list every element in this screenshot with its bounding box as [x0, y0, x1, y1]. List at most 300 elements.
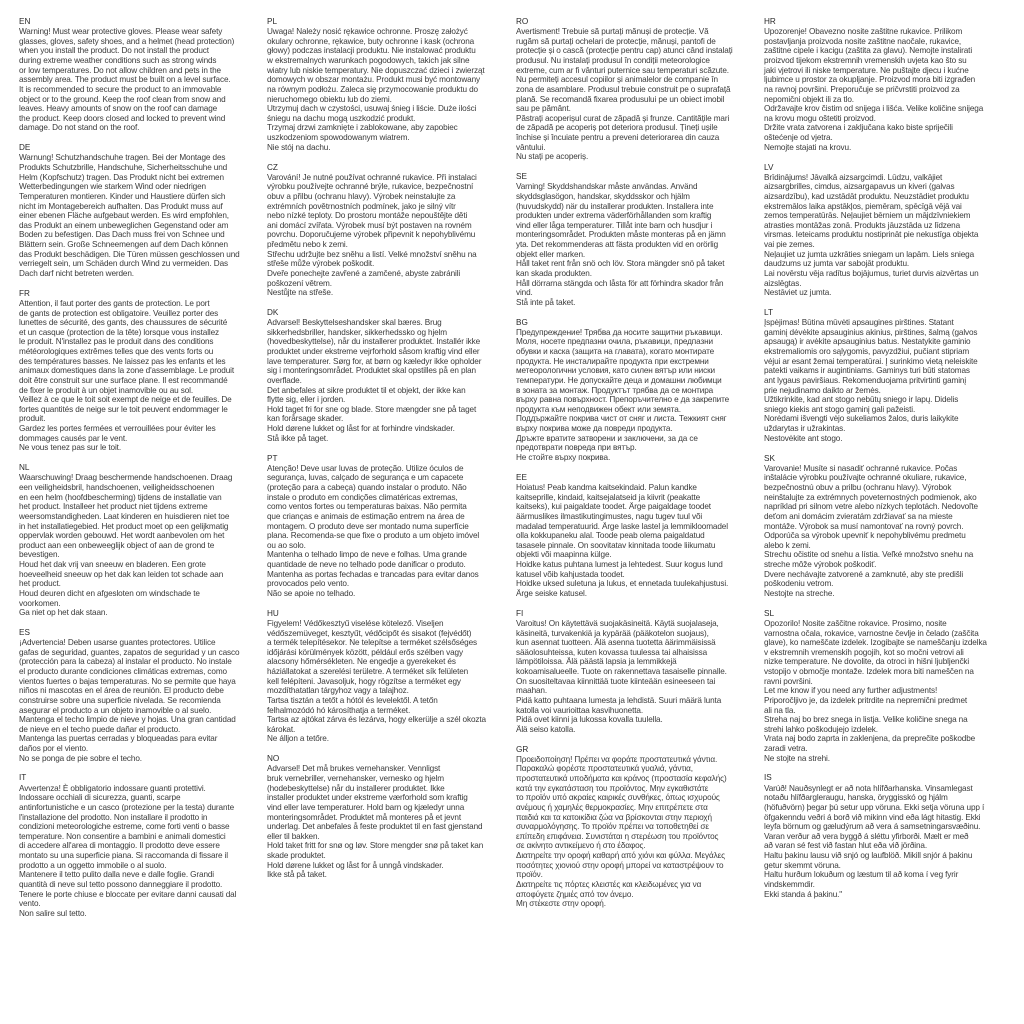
text-line: poškození větrem. — [267, 278, 332, 288]
text-line: eller til bakken. — [267, 831, 320, 841]
text-line: Warning! Must wear protective gloves. Please wear safety — [19, 27, 223, 37]
language-section-en — [19, 17, 265, 133]
text-line: Stå inte på taket. — [516, 297, 576, 307]
text-line: Mantenha o telhado limpo de neve e folhas. Uma grande — [267, 550, 467, 560]
text-line: Houd het dak vrij van sneeuw en bladeren. Een grote — [19, 560, 206, 569]
text-line: installer produktet under ekstreme værforhold som kraftig — [267, 793, 468, 803]
text-line: vântului. — [516, 142, 546, 152]
text-line: Vrata naj bodo zaprta in zaklenjena, da preprečite poškodbe — [764, 734, 976, 744]
text-line: monteringsområdet. Produkten måste monteras på en jämn — [516, 230, 726, 240]
text-line: segurança, luvas, calçado de segurança e um capacete — [267, 473, 464, 483]
text-line: verriegelt sein, um Schäden durch Wind zu vermeiden. Das — [19, 259, 228, 269]
text-line: Nestůjte na střeše. — [267, 288, 333, 298]
text-line: Varování! Je nutné používat ochranné rukavice. Při instalaci — [267, 172, 477, 182]
language-section-lt — [764, 308, 1010, 443]
text-line: Gardez les portes fermées et verrouillées pour éviter les — [19, 424, 216, 434]
text-line: температури. Не допускайте деца и домашни любимци — [516, 375, 722, 385]
text-line: Advarsel! Det må brukes vernehansker. Vennligst — [267, 764, 441, 774]
text-line: (hodebeskyttelse) når du installerer produktet. Ikke — [267, 783, 445, 793]
text-line: Norėdami išvengti vėjo sukeliamos žalos, duris laikykite — [764, 414, 959, 424]
text-line: Tenere le porte chiuse e bloccate per evitare danni causati dal — [19, 889, 237, 899]
text-line: quantità di neve sul tetto possono danneggiare il prodotto. — [19, 879, 223, 889]
text-line: zaradi vetra. — [764, 744, 808, 754]
text-line: Μη στέκεστε στην οροφή. — [516, 899, 606, 909]
text-line: plană. Se recomandă fixarea produsului pe un obiect imobil — [516, 94, 725, 104]
text-line: Priporočljivo je, da izdelek pritrdite na nepremični predmet — [764, 695, 968, 705]
text-line: plana. Recomenda-se que fixe o produto a um objeto imóvel — [267, 531, 480, 541]
text-line: sikkerhedsbriller, handsker, sikkerhedssko og hjelm — [267, 327, 448, 337]
text-line: olla kokkupaneku alal. Toode peab olema paigaldatud — [516, 531, 705, 541]
text-line: protecție și o cască (protecție pentru cap) atunci când instalați — [516, 46, 733, 56]
text-line: Veillez à ce que le toit soit exempt de neige et de feuilles. De — [19, 395, 232, 405]
text-line: Avvertenza! È obbligatorio indossare guanti protettivi. — [19, 783, 206, 793]
text-line: Tartsa az ajtókat zárva és lezárva, hogy elkerülje a szél okozta — [267, 715, 486, 725]
language-code: IS — [764, 773, 772, 783]
text-line: object or to the ground. Keep the roof clean from snow and — [19, 94, 226, 104]
text-line: käsineitä, turvakenkiä ja kypärää (pääkotelon suojaus), — [516, 628, 709, 638]
text-line: Не стойте върху покрива. — [516, 452, 611, 462]
text-line: como ventos fortes ou temperaturas baixas. Não permita — [267, 502, 467, 512]
text-line: zona de asamblare. Produsul trebuie construit pe o suprafață — [516, 84, 731, 94]
text-line: Διατηρείτε την οροφή καθαρή από χιόνι και φύλλα. Μεγάλες — [516, 851, 725, 861]
text-line: Uwaga! Należy nosić rękawice ochronne. Proszę założyć — [267, 27, 468, 37]
text-line: voorkomen. — [19, 598, 61, 608]
language-section-se — [516, 172, 762, 307]
text-line: Houd deuren dicht en afgesloten om windschade te — [19, 588, 200, 598]
text-line: Haltu hurðum lokuðum og læstum til að koma í veg fyrir — [764, 870, 959, 880]
text-line: продукта към неподвижен обект или земята. — [516, 404, 681, 414]
text-line: que crianças e animais de estimação entrem na área de — [267, 511, 465, 521]
text-line: Ga niet op het dak staan. — [19, 608, 108, 618]
text-line: provocados pelo vento. — [267, 579, 350, 589]
text-line: Helm (Kopfschutz) tragen. Das Produkt nicht bei extremen — [19, 172, 224, 182]
text-line: Utrzymuj dach w czystości, usuwaj śnieg i liście. Duże ilości — [267, 104, 477, 114]
text-line: Hoiatus! Peab kandma kaitsekindaid. Palun kandke — [516, 483, 697, 492]
text-line: overflade. — [267, 375, 302, 385]
text-line: Mantenga las puertas cerradas y bloqueadas para evitar — [19, 734, 218, 744]
text-line: rugăm să purtați ochelari de protecție, mănuși, pantofi de — [516, 36, 716, 46]
language-code: IT — [19, 773, 27, 783]
text-line: Strechu očistite od snehu a lístia. Veľké množstvo snehu na — [764, 550, 974, 560]
text-line: alacsony hőmérsékleten. Ne engedje a gyerekeket és — [267, 657, 456, 667]
text-line: na krovu mogu oštetiti proizvod. — [764, 113, 876, 123]
language-section-sl — [764, 609, 1010, 764]
text-line: върху равна повърхност. Препоръчително е да закрепите — [516, 395, 730, 405]
text-line: el producto durante condiciones climáticas extremas, como — [19, 667, 227, 677]
text-line: Hold taget fri for sne og blade. Store mængder sne på taget — [267, 404, 477, 414]
language-section-hu — [267, 609, 513, 744]
language-section-nl — [19, 463, 265, 618]
text-line: kell felépíteni. Javasoljuk, hogy rögzítse a terméket egy — [267, 676, 461, 686]
text-line: quantidade de neve no telhado pode danificar o produto. — [267, 560, 466, 569]
text-line: Ne stojte na strehi. — [764, 753, 830, 763]
text-line: αποφύγετε ζημιές από τον άνεμο. — [516, 889, 634, 899]
language-code: CZ — [267, 162, 278, 172]
text-line: nebo nízké teploty. Do prostoru montáže nepouštějte děti — [267, 211, 468, 221]
text-line: sig i monteringsområdet. Produktet skal opstilles på en plan — [267, 366, 476, 376]
text-line: Održavajte krov čistim od snijega i lišća. Velike količine snijega — [764, 104, 984, 114]
text-line: Blättern sein. Große Schneemengen auf dem Dach können — [19, 240, 228, 250]
text-line: að varan sé fest við fastan hlut eða við jörðina. — [764, 841, 927, 851]
text-line: időjárási körülmények között, például erős szélben vagy — [267, 647, 463, 657]
text-line: Håll taket rent från snö och löv. Stora mängder snö på taket — [516, 259, 725, 269]
text-line: Nestojte na streche. — [764, 588, 835, 598]
text-line: (protección para la cabeza) al instalar el producto. No instale — [19, 657, 232, 667]
text-line: предотврати повреда при вятър. — [516, 443, 637, 453]
text-line: ani domácí zvířata. Výrobek musí být postaven na rovném — [267, 220, 472, 230]
text-line: Mantenga el techo limpio de nieve y hojas. Una gran cantidad — [19, 715, 236, 725]
text-line: předmětu nebo k zemi. — [267, 240, 348, 250]
text-line: katusel võib kahjustada toodet. — [516, 569, 625, 579]
text-line: Hoidke uksed suletuna ja lukus, et ennetada tuulekahjustusi. — [516, 579, 729, 589]
text-line: в зоната за монтаж. Продуктът трябва да се монтира — [516, 385, 714, 395]
text-line: ali na tla. — [764, 705, 796, 715]
text-line: di accedere all'area di montaggio. Il prodotto deve essere — [19, 841, 220, 851]
language-code: BG — [516, 317, 528, 327]
text-line: ανέμους ή χαμηλές θερμοκρασίες. Μην επιτρέπετε στα — [516, 802, 708, 812]
text-line: when you install the product. Do not install the product — [19, 46, 209, 56]
text-line: kokoamisalueelle. Tuote on rakennettava tasaiselle pinnalle. — [516, 667, 727, 677]
text-line: (höfuðvörn) þegar þú setur upp vöruna. Ekki setja vöruna upp í — [764, 802, 985, 812]
text-line: proizvod tijekom ekstremnih vremenskih uvjeta kao što su — [764, 56, 967, 66]
language-code: FI — [516, 608, 524, 618]
text-line: product aan een onbeweeglijk object of aan de grond te — [19, 540, 215, 550]
text-line: (huvudskydd) när du installerar produkten. Installera inte — [516, 201, 714, 211]
language-code: HR — [764, 17, 776, 26]
text-line: το προϊόν υπό ακραίες καιρικές συνθήκες, όπως ισχυρούς — [516, 793, 720, 803]
text-line: oppervlak worden gebouwd. Het wordt aanbevolen om het — [19, 531, 225, 541]
text-line: Neļaujiet uz jumta uzkrāties sniegam un lapām. Liels sniega — [764, 249, 975, 259]
text-line: animaux domestiques dans la zone d'assemblage. Le produit — [19, 366, 235, 376]
text-line: kaitseprille, kindaid, kaitsejalatseid ja kiivrit (peakatte — [516, 492, 701, 502]
text-line: leaves. Heavy amounts of snow on the roof can damage — [19, 104, 218, 114]
text-line: ant lygaus paviršiaus. Rekomenduojama pritvirtinti gaminį — [764, 375, 967, 385]
text-line: domowych w obszar montażu. Produkt musi być montowany — [267, 75, 480, 85]
language-code: LV — [764, 162, 774, 172]
text-line: oštećenje od vjetra. — [764, 133, 833, 143]
text-line: patekti vaikams ir augintiniams. Gaminys turi būti statomas — [764, 366, 970, 376]
text-line: hoeveelheid sneeuw op het dak kan leiden tot schade aan — [19, 569, 224, 579]
text-line: montato su una superficie piana. Si raccomanda di fissare il — [19, 851, 228, 861]
text-line: poškodeniu vetrom. — [764, 579, 834, 589]
language-code: NL — [19, 463, 30, 473]
text-line: öfgakenndu veðri á borð við mikinn vind eða lágt hitastig. Ekki — [764, 812, 981, 822]
text-line: nicht im Montagebereich aufhalten. Das Produkt muss auf — [19, 201, 223, 211]
text-line: обувки и каска (защита на главата), когато монтирате — [516, 347, 715, 357]
text-line: bevestigen. — [19, 550, 60, 560]
text-line: háziállatokat a szerelési területre. A terméket sík felületen — [267, 667, 469, 677]
text-line: Produkts Schutzbrille, Handschuhe, Sicherheitsschuhe und — [19, 163, 228, 173]
text-line: vind. — [516, 288, 533, 298]
text-line: Nestovėkite ant stogo. — [764, 433, 843, 443]
language-section-ro — [516, 17, 762, 162]
text-line: Ikke stå på taket. — [267, 870, 327, 880]
text-line: objekt eller marken. — [516, 249, 586, 259]
text-line: (hovedbeskyttelse), når du installerer produktet. Installér ikke — [267, 337, 481, 347]
text-line: ravni površini. — [764, 676, 813, 686]
text-line: Mantenere il tetto pulito dalla neve e dalle foglie. Grandi — [19, 870, 215, 880]
text-line: nepomični objekt ili za tlo. — [764, 94, 854, 104]
text-line: bruk vernebriller, vernehansker, vernesko og hjelm — [267, 774, 444, 784]
language-code: LT — [764, 308, 773, 318]
text-line: Užtikrinkite, kad ant stogo nebūtų sniego ir lapų. Didelis — [764, 395, 959, 405]
text-line: vstopijo v območje montaže. Izdelek mora biti nameščen na — [764, 667, 974, 677]
text-line: construirse sobre una superficie nivelada. Se recomienda — [19, 695, 221, 705]
text-line: atrasties montāžas zonā. Produkts jāuzstāda uz līdzena — [764, 220, 961, 230]
text-line: sääolosuhteissa, kuten kovassa tuulessa tai alhaisissa — [516, 647, 708, 657]
language-section-gr — [516, 745, 762, 909]
text-line: kaitseks), kui paigaldate toodet. Ärge paigaldage toodet — [516, 502, 711, 512]
text-line: Brīdinājums! Jāvalkā aizsargcimdi. Lūdzu, valkājiet — [764, 172, 943, 182]
text-line: okulary ochronne, rękawice, buty ochronne i kask (ochrona — [267, 36, 475, 46]
text-line: wiatry lub niskie temperatury. Nie dopuszczać dzieci i zwierząt — [267, 65, 485, 75]
language-code: PL — [267, 17, 278, 26]
text-line: antinfortunistiche e un casco (protezione per la testa) durante — [19, 802, 234, 812]
text-line: niños ni mascotas en el área de reunión. El producto debe — [19, 686, 224, 696]
text-line: Hoidke katus puhtana lumest ja lehtedest. Suur kogus lund — [516, 560, 723, 569]
language-code: PT — [267, 453, 278, 463]
text-line: Nie stój na dachu. — [267, 142, 331, 152]
text-line: daudzums uz jumta var sabojāt produktu. — [764, 259, 910, 269]
text-line: gafas de seguridad, guantes, zapatos de seguridad y un casco — [19, 647, 240, 657]
language-section-pt — [267, 454, 513, 599]
language-section-is — [764, 773, 1010, 899]
text-line: montáže. Výrobok sa musí namontovať na rovný povrch. — [764, 521, 964, 531]
text-line: weersomstandigheden. Laat kinderen en huisdieren niet toe — [19, 511, 230, 521]
language-code: GR — [516, 744, 529, 754]
text-line: Pidä katto puhtaana lumesta ja lehdistä. Suuri määrä lunta — [516, 695, 722, 705]
text-line: aizsargbrilles, cimdus, aizsargapavus un kiveri (galvas — [764, 182, 955, 192]
text-line: Varúð! Nauðsynlegt er að nota hlífðarhanska. Vinsamlegast — [764, 783, 973, 793]
text-line: glave), ko nameščate izdelek. Izogibajte se nameščanju izdelka — [764, 638, 987, 648]
text-line: Avertisment! Trebuie să purtați mănuși de protecție. Vă — [516, 27, 709, 37]
text-line: neinštalujte za extrémnych poveternostných podmienok, ako — [764, 492, 977, 502]
text-line: Dach darf nicht betreten werden. — [19, 268, 134, 278]
text-line: produsul. Nu instalați produsul în condiții meteorologice — [516, 56, 710, 66]
text-line: Älä seiso katolla. — [516, 724, 576, 734]
text-line: maahan. — [516, 686, 548, 696]
text-line: flytte sig, eller i jorden. — [267, 395, 346, 405]
language-code: DK — [267, 308, 279, 318]
text-line: in het installatiegebied. Het product moet op een gelijkmatig — [19, 521, 229, 531]
text-line: een veiligheidsbril, handschoenen, veiligheidsschoenen — [19, 483, 215, 492]
text-line: károkat. — [267, 724, 296, 734]
language-code: SE — [516, 172, 527, 182]
text-line: Waarschuwing! Draag beschermende handschoenen. Draag — [19, 473, 233, 483]
text-line: de zăpadă pe acoperiș pot deteriora produsul. Țineți ușile — [516, 123, 718, 133]
text-line: Figyelem! Védőkesztyű viselése kötelező. Viseljen — [267, 618, 444, 628]
text-line: výrobku používejte ochranné brýle, rukavice, bezpečnostní — [267, 182, 474, 192]
text-line: Pidä ovet kiinni ja lukossa kovalla tuulella. — [516, 715, 663, 725]
text-line: Hold dørene lukket og låst for at forhindre vindskader. — [267, 424, 455, 434]
text-line: katolla voi vaurioittaa kasvihuonetta. — [516, 705, 643, 715]
text-line: streche môže výrobok poškodiť. — [764, 560, 877, 569]
text-column — [19, 17, 265, 929]
text-line: na ravnoj površini. Preporučuje se pričvrstiti proizvod za — [764, 84, 960, 94]
language-section-hr — [764, 17, 1010, 152]
text-line: Nestāviet uz jumta. — [764, 288, 832, 298]
text-line: montagem. O produto deve ser montado numa superfície — [267, 521, 469, 531]
text-line: vai pie zemes. — [764, 240, 815, 250]
text-line: skyddsglasögon, handskar, skyddsskor och hjälm — [516, 191, 690, 201]
text-line: Моля, носете предпазни очила, ръкавици, предпазни — [516, 337, 713, 347]
text-line: Dvere nechávajte zatvorené a zamknuté, aby ste predišli — [764, 569, 964, 579]
text-line: during extreme weather conditions such as strong winds — [19, 56, 217, 66]
text-line: Ärge seiske katusel. — [516, 588, 587, 598]
text-line: skade produktet. — [267, 851, 326, 861]
text-line: assembly area. The product must be built on a level surface. — [19, 75, 231, 85]
text-line: strehi lahko poškodujejo izdelek. — [764, 724, 878, 734]
language-section-no — [267, 754, 513, 880]
text-line: einer ebenen Fläche aufgebaut werden. Es wird empfohlen, — [19, 211, 229, 221]
text-line: Streha naj bo brez snega in listja. Velike količine snega na — [764, 715, 968, 725]
text-line: yta. Det rekommenderas att fästa produkten vid en orörlig — [516, 240, 719, 250]
text-line: vindskemmdir. — [764, 879, 815, 889]
text-line: Дръжте вратите затворени и заключени, за да се — [516, 433, 698, 443]
language-section-ee — [516, 473, 762, 599]
text-line: dommages causés par le vent. — [19, 433, 128, 443]
text-line: extreme, cum ar fi vânturi puternice sau temperaturi scăzute. — [516, 65, 729, 75]
text-line: śniegu na dachu mogą uszkodzić produkt. — [267, 113, 416, 123]
text-line: getur skemmt vöruna. — [764, 860, 841, 870]
language-section-bg — [516, 318, 762, 463]
text-line: vind eller låga temperaturer. Tillåt inte barn och husdjur i — [516, 220, 713, 230]
text-line: virsmas. Ieteicams produktu nostiprināt pie nekustīga objekta — [764, 230, 979, 240]
text-line: or low temperatures. Do not allow children and pets in the — [19, 65, 221, 75]
text-line: Varning! Skyddshandskar måste användas. Använd — [516, 182, 698, 192]
text-line: produkten under extrema väderförhållanden som kraftig — [516, 211, 712, 221]
text-line: συναρμολόγησης. Το προϊόν πρέπει να τοποθετηθεί σε — [516, 822, 709, 832]
text-line: върху покрива може да повреди продукта. — [516, 424, 673, 434]
language-code: FR — [19, 288, 30, 298]
text-line: продукта. Не инсталирайте продукта при екстремни — [516, 356, 709, 366]
text-line: lämpötiloissa. Älä päästä lapsia ja lemmikkejä — [516, 657, 677, 667]
text-line: (proteção para a cabeça) quando instalar o produto. Não — [267, 483, 467, 492]
text-line: fortes quantités de neige sur le toit peuvent endommager le — [19, 404, 228, 414]
text-line: Varovanie! Musíte si nasadiť ochranné rukavice. Počas — [764, 463, 958, 473]
language-code: RO — [516, 17, 529, 26]
text-line: επίπεδη επιφάνεια. Συνιστάται η στερέωση του προϊόντος — [516, 831, 719, 841]
language-code: ES — [19, 627, 30, 637]
text-line: uždarytas ir užrakintas. — [764, 424, 846, 434]
text-line: das Produkt an einem unbeweglichen Gegenstand oder am — [19, 220, 229, 230]
text-line: le produit. N'installez pas le produit dans des conditions — [19, 337, 214, 347]
text-line: deťom ani domácim zvieratám zdržiavať sa na mieste — [764, 511, 953, 521]
language-section-fi — [516, 609, 762, 735]
text-line: Atenção! Deve usar luvas de proteção. Utilize óculos de — [267, 463, 464, 473]
language-code: SL — [764, 608, 775, 618]
text-line: prie nejudinamo daikto ar žemės. — [764, 385, 881, 395]
text-line: střeše může výrobek poškodit. — [267, 259, 375, 269]
text-line: Upozorenje! Obavezno nosite zaštitne rukavice. Prilikom — [764, 27, 963, 37]
language-section-lv — [764, 163, 1010, 298]
text-line: Nemojte stajati na krovu. — [764, 142, 852, 152]
text-line: a termék telepítésekor. Ne telepítse a terméket szélsőséges — [267, 638, 477, 648]
text-column — [516, 17, 762, 919]
text-line: varnostna očala, rokavice, varnostne čevlje in čelado (zaščita — [764, 628, 979, 638]
text-line: the product. Keep doors closed and locked to prevent wind — [19, 113, 226, 123]
text-line: Warnung! Schutzhandschuhe tragen. Bei der Montage des — [19, 153, 226, 163]
text-line: κατά την εγκατάσταση του προϊόντος. Μην εγκαθιστάτε — [516, 783, 709, 793]
text-line: madalad temperatuurid. Ärge laske lastel ja lemmikloomadel — [516, 521, 728, 531]
text-line: produktet under ekstreme vejrforhold såsom kraftig vind eller — [267, 347, 480, 357]
text-line: kan skada produkten. — [516, 268, 592, 278]
text-line: sniego kiekis ant stogo gaminį gali pažeisti. — [764, 404, 916, 414]
text-line: Mantenha as portas fechadas e trancadas para evitar danos — [267, 569, 479, 579]
text-line: Nu stați pe acoperiș. — [516, 152, 589, 162]
text-line: Attention, il faut porter des gants de protection. Le port — [19, 298, 210, 308]
text-line: l'installazione del prodotto. Non installare il prodotto in — [19, 812, 208, 822]
language-section-cz — [267, 163, 513, 298]
text-line: météorologiques extrêmes telles que des vents forts ou — [19, 347, 214, 357]
text-line: Παρακαλώ φορέστε προστατευτικά γυαλιά, γάντια, — [516, 764, 693, 774]
text-line: Opozorilo! Nosite zaščitne rokavice. Prosimo, nosite — [764, 618, 947, 628]
text-line: postavljanja proizvoda nosite zaštitne naočale, rukavice, — [764, 36, 962, 46]
text-line: ποσότητες χιονιού στην οροφή μπορεί να καταστρέψουν το — [516, 860, 724, 870]
text-line: condizioni meteorologiche estreme, come forti venti o basse — [19, 822, 230, 832]
text-line: obuv a přilbu (ochranu hlavy). Výrobek neinstalujte za — [267, 191, 456, 201]
language-section-es — [19, 628, 265, 763]
text-line: Boden zu befestigen. Das Dach muss frei von Schnee und — [19, 230, 225, 240]
text-line: en een helm (hoofdbescherming) tijdens de installatie van — [19, 492, 222, 502]
language-code: HU — [267, 608, 279, 618]
text-column — [267, 17, 513, 890]
language-section-dk — [267, 308, 513, 443]
language-code: EN — [19, 17, 31, 26]
text-line: Păstrați acoperișul curat de zăpadă și frunze. Cantitățile mari — [516, 113, 730, 123]
text-line: παιδιά και τα κατοικίδια ζώα να βρίσκονται στην περιοχή — [516, 812, 712, 822]
text-line: Hold dørene lukket og låst for å unngå vindskader. — [267, 860, 444, 870]
text-line: vėjui ar esant žemai temperatūrai. Į surinkimo vietą neleiskite — [764, 356, 978, 366]
text-line: Įspėjimas! Būtina mūvėti apsaugines pirštines. Statant — [764, 318, 954, 328]
text-line: w ekstremalnych warunkach pogodowych, takich jak silne — [267, 56, 470, 66]
text-line: mozdíthatatlan tárgyhoz vagy a talajhoz. — [267, 686, 409, 696]
text-line: Advarsel! Beskyttelseshandsker skal bæres. Brug — [267, 318, 442, 328]
text-line: instale o produto em condições climatéricas extremas, — [267, 492, 458, 502]
text-line: na równym podłożu. Zaleca się przymocowanie produktu do — [267, 84, 478, 94]
text-line: Προειδοποίηση! Πρέπει να φοράτε προστατευτικά γάντια. — [516, 754, 718, 764]
text-line: Držite vrata zatvorena i zaključana kako biste spriječili — [764, 123, 953, 133]
text-line: produit. — [19, 414, 46, 424]
text-line: ¡Advertencia! Deben usarse guantes protectores. Utilice — [19, 638, 216, 648]
text-line: Det anbefales at sikre produktet til et objekt, der ikke kan — [267, 385, 466, 395]
text-line: tasasele pinnale. On soovitatav kinnitada toode liikumatu — [516, 540, 716, 550]
text-line: prodotto a un oggetto immobile o al suolo. — [19, 860, 167, 870]
text-line: ekstremaliomis oro sąlygomis, pavyzdžiui, pučiant stipriam — [764, 347, 970, 357]
text-line: alebo k zemi. — [764, 540, 811, 550]
text-line: lunettes de sécurité, des gants, des chaussures de sécurité — [19, 318, 228, 328]
text-line: Non salire sul tetto. — [19, 908, 87, 918]
language-code: NO — [267, 754, 280, 764]
text-line: aizslēgtas. — [764, 278, 802, 288]
text-line: objekti või maapinna külge. — [516, 550, 612, 560]
text-line: védőszemüveget, kesztyűt, védőcipőt és sisakot (fejvédőt) — [267, 628, 472, 638]
text-line: Odporúča sa výrobok upevniť k nepohyblivému predmetu — [764, 531, 966, 541]
text-line: de fixer le produit à un objet inamovible ou au sol. — [19, 385, 193, 395]
text-line: temperature. Non consentire a bambini e animali domestici — [19, 831, 226, 841]
text-line: Ekki standa á þakinu." — [764, 889, 843, 899]
language-section-sk — [764, 454, 1010, 599]
text-line: bezpečnostnú obuv a prilbu (ochranu hlavy). Výrobok — [764, 483, 952, 492]
text-line: jaki vjetrovi ili niske temperature. Ne puštajte djecu i kućne — [764, 65, 969, 75]
text-line: No se ponga de pie sobre el techo. — [19, 753, 142, 763]
text-line: Dveře ponechejte zavřené a zamčené, abyste zabránili — [267, 268, 461, 278]
language-section-de — [19, 143, 265, 278]
text-line: głowy) podczas instalacji produktu. Nie instalować produktu — [267, 46, 476, 56]
text-line: zaštitne cipele i kacigu (zaštita za glavu). Nemojte instalirati — [764, 46, 973, 56]
text-line: povrchu. Doporučujeme výrobek připevnit k nepohyblivému — [267, 230, 476, 240]
text-line: Let me know if you need any further adjustments! — [764, 686, 938, 696]
